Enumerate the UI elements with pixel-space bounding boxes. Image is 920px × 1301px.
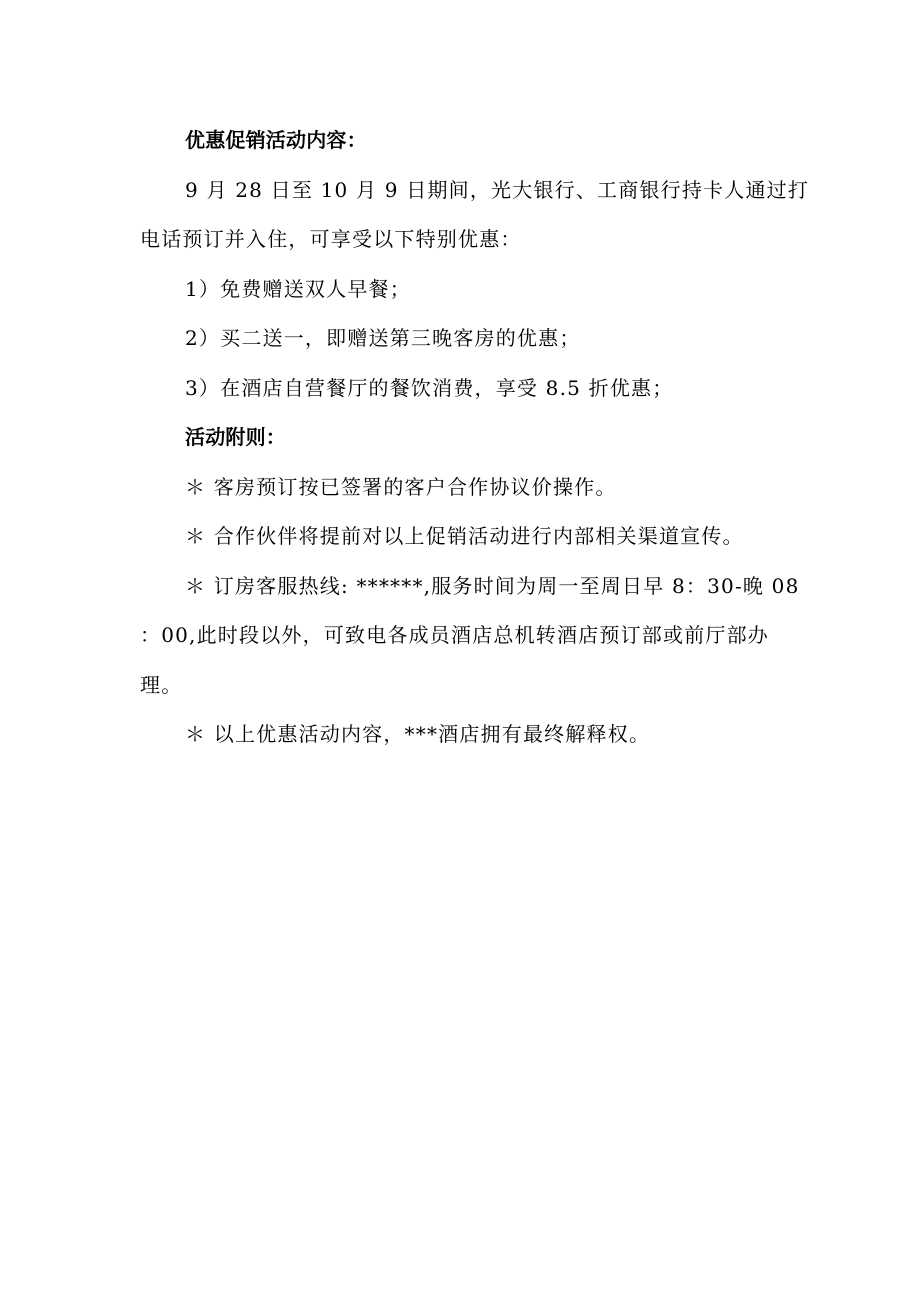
hotline-line-3: 理。: [140, 672, 183, 697]
intro-line-2: 电话预订并入住，可享受以下特别优惠：: [140, 227, 522, 251]
document-body: [140, 116, 810, 760]
offer-item-3: 3）在酒店自营餐厅的餐饮消费，享受 8.5 折优惠；: [185, 375, 674, 400]
hotline-line-2: ：00,此时段以外，可致电各成员酒店总机转酒店预订部或前厅部办: [140, 623, 770, 647]
rules-heading: 活动附则：: [185, 425, 286, 449]
rule-item-1: ＊ 客房预订按已签署的客户合作协议价操作。: [185, 474, 617, 499]
promo-heading: 优惠促销活动内容：: [185, 128, 367, 152]
offer-item-1: 1）免费赠送双人早餐；: [185, 276, 411, 301]
offer-item-2: 2）买二送一，即赠送第三晚客房的优惠；: [185, 326, 581, 350]
intro-line-1: 9 月 28 日至 10 月 9 日期间，光大银行、工商银行持卡人通过打: [185, 177, 810, 202]
hotline-line-1: ＊ 订房客服热线: ******,服务时间为周一至周日早 8：30-晚 08: [185, 573, 800, 598]
final-note: ＊ 以上优惠活动内容，***酒店拥有最终解释权。: [185, 722, 651, 746]
rule-item-2: ＊ 合作伙伴将提前对以上促销活动进行内部相关渠道宣传。: [185, 524, 744, 548]
